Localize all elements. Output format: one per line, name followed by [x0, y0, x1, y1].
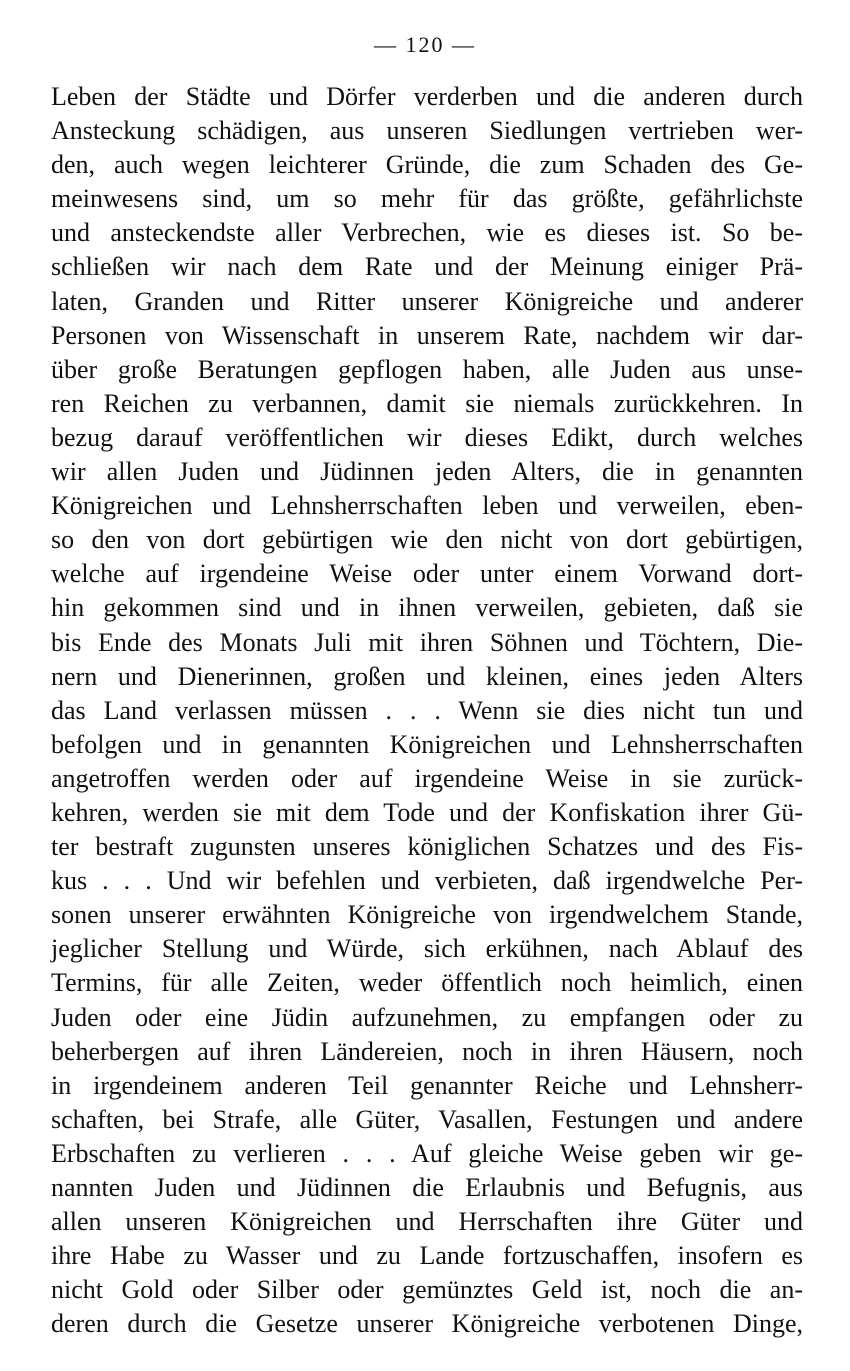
text-line: und ansteckendste aller Verbrechen, wie es dieses ist. So be- — [51, 218, 803, 248]
text-line: Personen von Wissenschaft in unserem Rate, nachdem wir dar- — [51, 320, 803, 350]
text-line: Erbschaften zu verlieren . . . Auf gleiche Weise geben wir ge- — [51, 1138, 803, 1168]
text-line: das Land verlassen müssen . . . Wenn sie dies nicht tun und — [51, 695, 803, 725]
text-line: Königreichen und Lehnsherrschaften leben und verweilen, eben- — [51, 491, 803, 521]
text-line: den, auch wegen leichterer Gründe, die zum Schaden des Ge- — [51, 150, 803, 180]
text-line: bis Ende des Monats Juli mit ihren Söhnen und Töchtern, Die- — [51, 627, 803, 657]
text-line: so den von dort gebürtigen wie den nicht von dort gebürtigen, — [51, 525, 803, 555]
body-text — [51, 80, 803, 1341]
text-line: deren durch die Gesetze unserer Königreiche verbotenen Dinge, — [51, 1309, 803, 1339]
text-line: welche auf irgendeine Weise oder unter einem Vorwand dort- — [51, 559, 803, 589]
text-line: bezug darauf veröffentlichen wir dieses Edikt, durch welches — [51, 422, 803, 452]
page-number: — 120 — — [374, 32, 476, 57]
text-line: allen unseren Königreichen und Herrschaften ihre Güter und — [51, 1207, 803, 1237]
text-line: nicht Gold oder Silber oder gemünztes Geld ist, noch die an- — [51, 1275, 803, 1305]
text-line: nern und Dienerinnen, großen und kleinen, eines jeden Alters — [51, 661, 803, 691]
text-line: befolgen und in genannten Königreichen und Lehnsherrschaften — [51, 729, 803, 759]
text-line: ren Reichen zu verbannen, damit sie niemals zurückkehren. In — [51, 388, 803, 418]
text-line: angetroffen werden oder auf irgendeine Weise in sie zurück- — [51, 763, 803, 793]
text-line: über große Beratungen gepflogen haben, alle Juden aus unse- — [51, 354, 803, 384]
text-line: kehren, werden sie mit dem Tode und der Konfiskation ihrer Gü- — [51, 797, 803, 827]
text-line: beherbergen auf ihren Ländereien, noch in ihren Häusern, noch — [51, 1036, 803, 1066]
text-line: hin gekommen sind und in ihnen verweilen, gebieten, daß sie — [51, 593, 803, 623]
text-line: Leben der Städte und Dörfer verderben und die anderen durch — [51, 82, 803, 111]
text-line: wir allen Juden und Jüdinnen jeden Alters, die in genannten — [51, 457, 803, 487]
text-line: meinwesens sind, um so mehr für das größte, gefährlichste — [51, 184, 803, 214]
text-line: Juden oder eine Jüdin aufzunehmen, zu empfangen oder zu — [51, 1002, 803, 1032]
text-line: ter bestraft zugunsten unseres königlichen Schatzes und des Fis- — [51, 832, 803, 862]
text-line: Termins, für alle Zeiten, weder öffentlich noch heimlich, einen — [51, 968, 803, 998]
text-line: ihre Habe zu Wasser und zu Lande fortzuschaffen, insofern es — [51, 1241, 803, 1271]
text-line: kus . . . Und wir befehlen und verbieten, daß irgendwelche Per- — [51, 866, 803, 896]
text-line: nannten Juden und Jüdinnen die Erlaubnis und Befugnis, aus — [51, 1173, 803, 1202]
text-line: schließen wir nach dem Rate und der Meinung einiger Prä- — [51, 252, 803, 282]
text-line: Ansteckung schädigen, aus unseren Siedlungen vertrieben wer- — [51, 116, 803, 146]
text-line: sonen unserer erwähnten Königreiche von irgendwelchem Stande, — [51, 900, 803, 930]
text-line: jeglicher Stellung und Würde, sich erkühnen, nach Ablauf des — [51, 934, 803, 964]
text-line: laten, Granden und Ritter unserer Königreiche und anderer — [51, 286, 803, 316]
text-line: in irgendeinem anderen Teil genannter Reiche und Lehnsherr- — [51, 1070, 803, 1100]
text-line: schaften, bei Strafe, alle Güter, Vasallen, Festungen und andere — [51, 1104, 803, 1134]
